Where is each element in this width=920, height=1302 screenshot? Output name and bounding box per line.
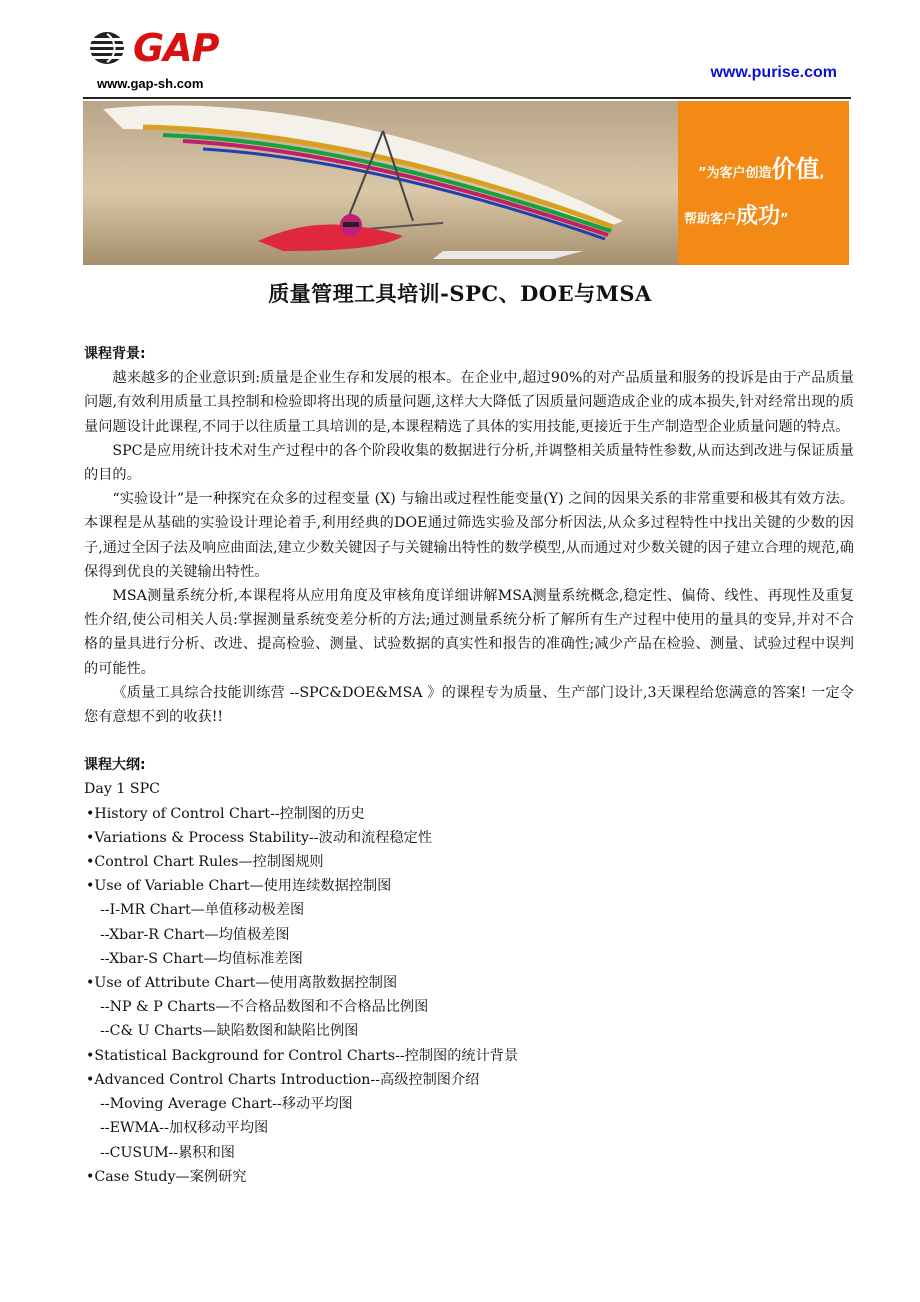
background-paragraph: “实验设计”是一种探究在众多的过程变量 (X) 与输出或过程性能变量(Y) 之间的因果关系的非常重要和极其有效方法。本课程是从基础的实验设计理论着手,利用经典的DOE通过筛选实验及部分析因法,从众多过程特性中找出关键的少数的因子,通过全因子法及响应曲面法,建立少数关键因子与关键输出特性的数学模型,从而通过对少数关键的因子建立合理的规范,确保得到优良的关键输出特性。 (84, 491, 854, 580)
globe-icon (87, 30, 127, 66)
outline-subitem: --C& U Charts—缺陷数图和缺陷比例图 (100, 1023, 359, 1040)
outline-item: •Control Chart Rules—控制图规则 (86, 854, 324, 871)
outline-subitem: --Moving Average Chart--移动平均图 (100, 1096, 353, 1113)
outline-item: •Case Study—案例研究 (86, 1168, 247, 1185)
outline-subitem: --Xbar-R Chart—均值极差图 (100, 926, 290, 943)
background-paragraph: 《质量工具综合技能训练营 --SPC&DOE&MSA 》的课程专为质量、生产部门设计,3天课程给您满意的答案! 一定令您有意想不到的收获!! (84, 684, 854, 726)
outline-item: •Statistical Background for Control Charts--控制图的统计背景 (86, 1047, 519, 1064)
outline-item: •Use of Variable Chart—使用连续数据控制图 (86, 878, 392, 895)
logo-url: www.gap-sh.com (97, 76, 204, 91)
background-paragraph: SPC是应用统计技术对生产过程中的各个阶段收集的数据进行分析,并调整相关质量特性参数,从而达到改进与保证质量的目的。 (84, 442, 854, 484)
outline-item: •Advanced Control Charts Introduction--高级控制图介绍 (86, 1071, 480, 1088)
outline-heading: 课程大纲: (84, 757, 146, 774)
slogan-line-2: 帮助客户成功” (684, 204, 789, 229)
document-title: 质量管理工具培训-SPC、DOE与MSA (268, 281, 652, 306)
header-divider (83, 97, 851, 99)
gap-logo (83, 26, 245, 96)
hang-glider-photo (83, 101, 678, 265)
outline-subitem: --Xbar-S Chart—均值标准差图 (100, 950, 303, 967)
outline-item: •History of Control Chart--控制图的历史 (86, 805, 365, 822)
hero-banner (83, 101, 849, 265)
outline-day: Day 1 SPC (84, 781, 161, 798)
site-url-link[interactable]: www.purise.com (710, 64, 837, 81)
outline-item: •Variations & Process Stability--波动和流程稳定性 (86, 829, 433, 846)
slogan-panel (678, 101, 849, 265)
outline-subitem: --CUSUM--累积和图 (100, 1144, 235, 1161)
outline-item: •Use of Attribute Chart—使用离散数据控制图 (86, 975, 398, 992)
page-header (83, 20, 851, 100)
outline-subitem: --EWMA--加权移动平均图 (100, 1120, 269, 1137)
document-body (84, 342, 854, 1189)
slogan-line-1: ”为客户创造价值, (698, 155, 825, 183)
background-paragraph: 越来越多的企业意识到:质量是企业生存和发展的根本。在企业中,超过90%的对产品质量和服务的投诉是由于产品质量问题,有效利用质量工具控制和检验即将出现的质量问题,这样大大降低了因质量问题造成企业的成本损失,针对经常出现的质量问题设计此课程,不同于以往质量工具培训的是,本课程精选了具体的实用技能,更接近于生产制造型企业质量问题的特点。 (84, 370, 854, 435)
outline-subitem: --I-MR Chart—单值移动极差图 (100, 902, 305, 919)
background-paragraph: MSA测量系统分析,本课程将从应用角度及审核角度详细讲解MSA测量系统概念,稳定性、偏倚、线性、再现性及重复性介绍,使公司相关人员:掌握测量系统变差分析的方法;通过测量系统分析了解所有生产过程中使用的量具的变异,并对不合格的量具进行分析、改进、提高检验、测量、试验数据的真实性和报告的准确性;减少产品在检验、测量、试验过程中误判的可能性。 (84, 588, 854, 677)
background-heading: 课程背景: (84, 346, 146, 362)
logo-wordmark: GAP (133, 26, 219, 70)
outline-subitem: --NP & P Charts—不合格品数图和不合格品比例图 (100, 999, 429, 1016)
section-spacer (84, 729, 854, 753)
